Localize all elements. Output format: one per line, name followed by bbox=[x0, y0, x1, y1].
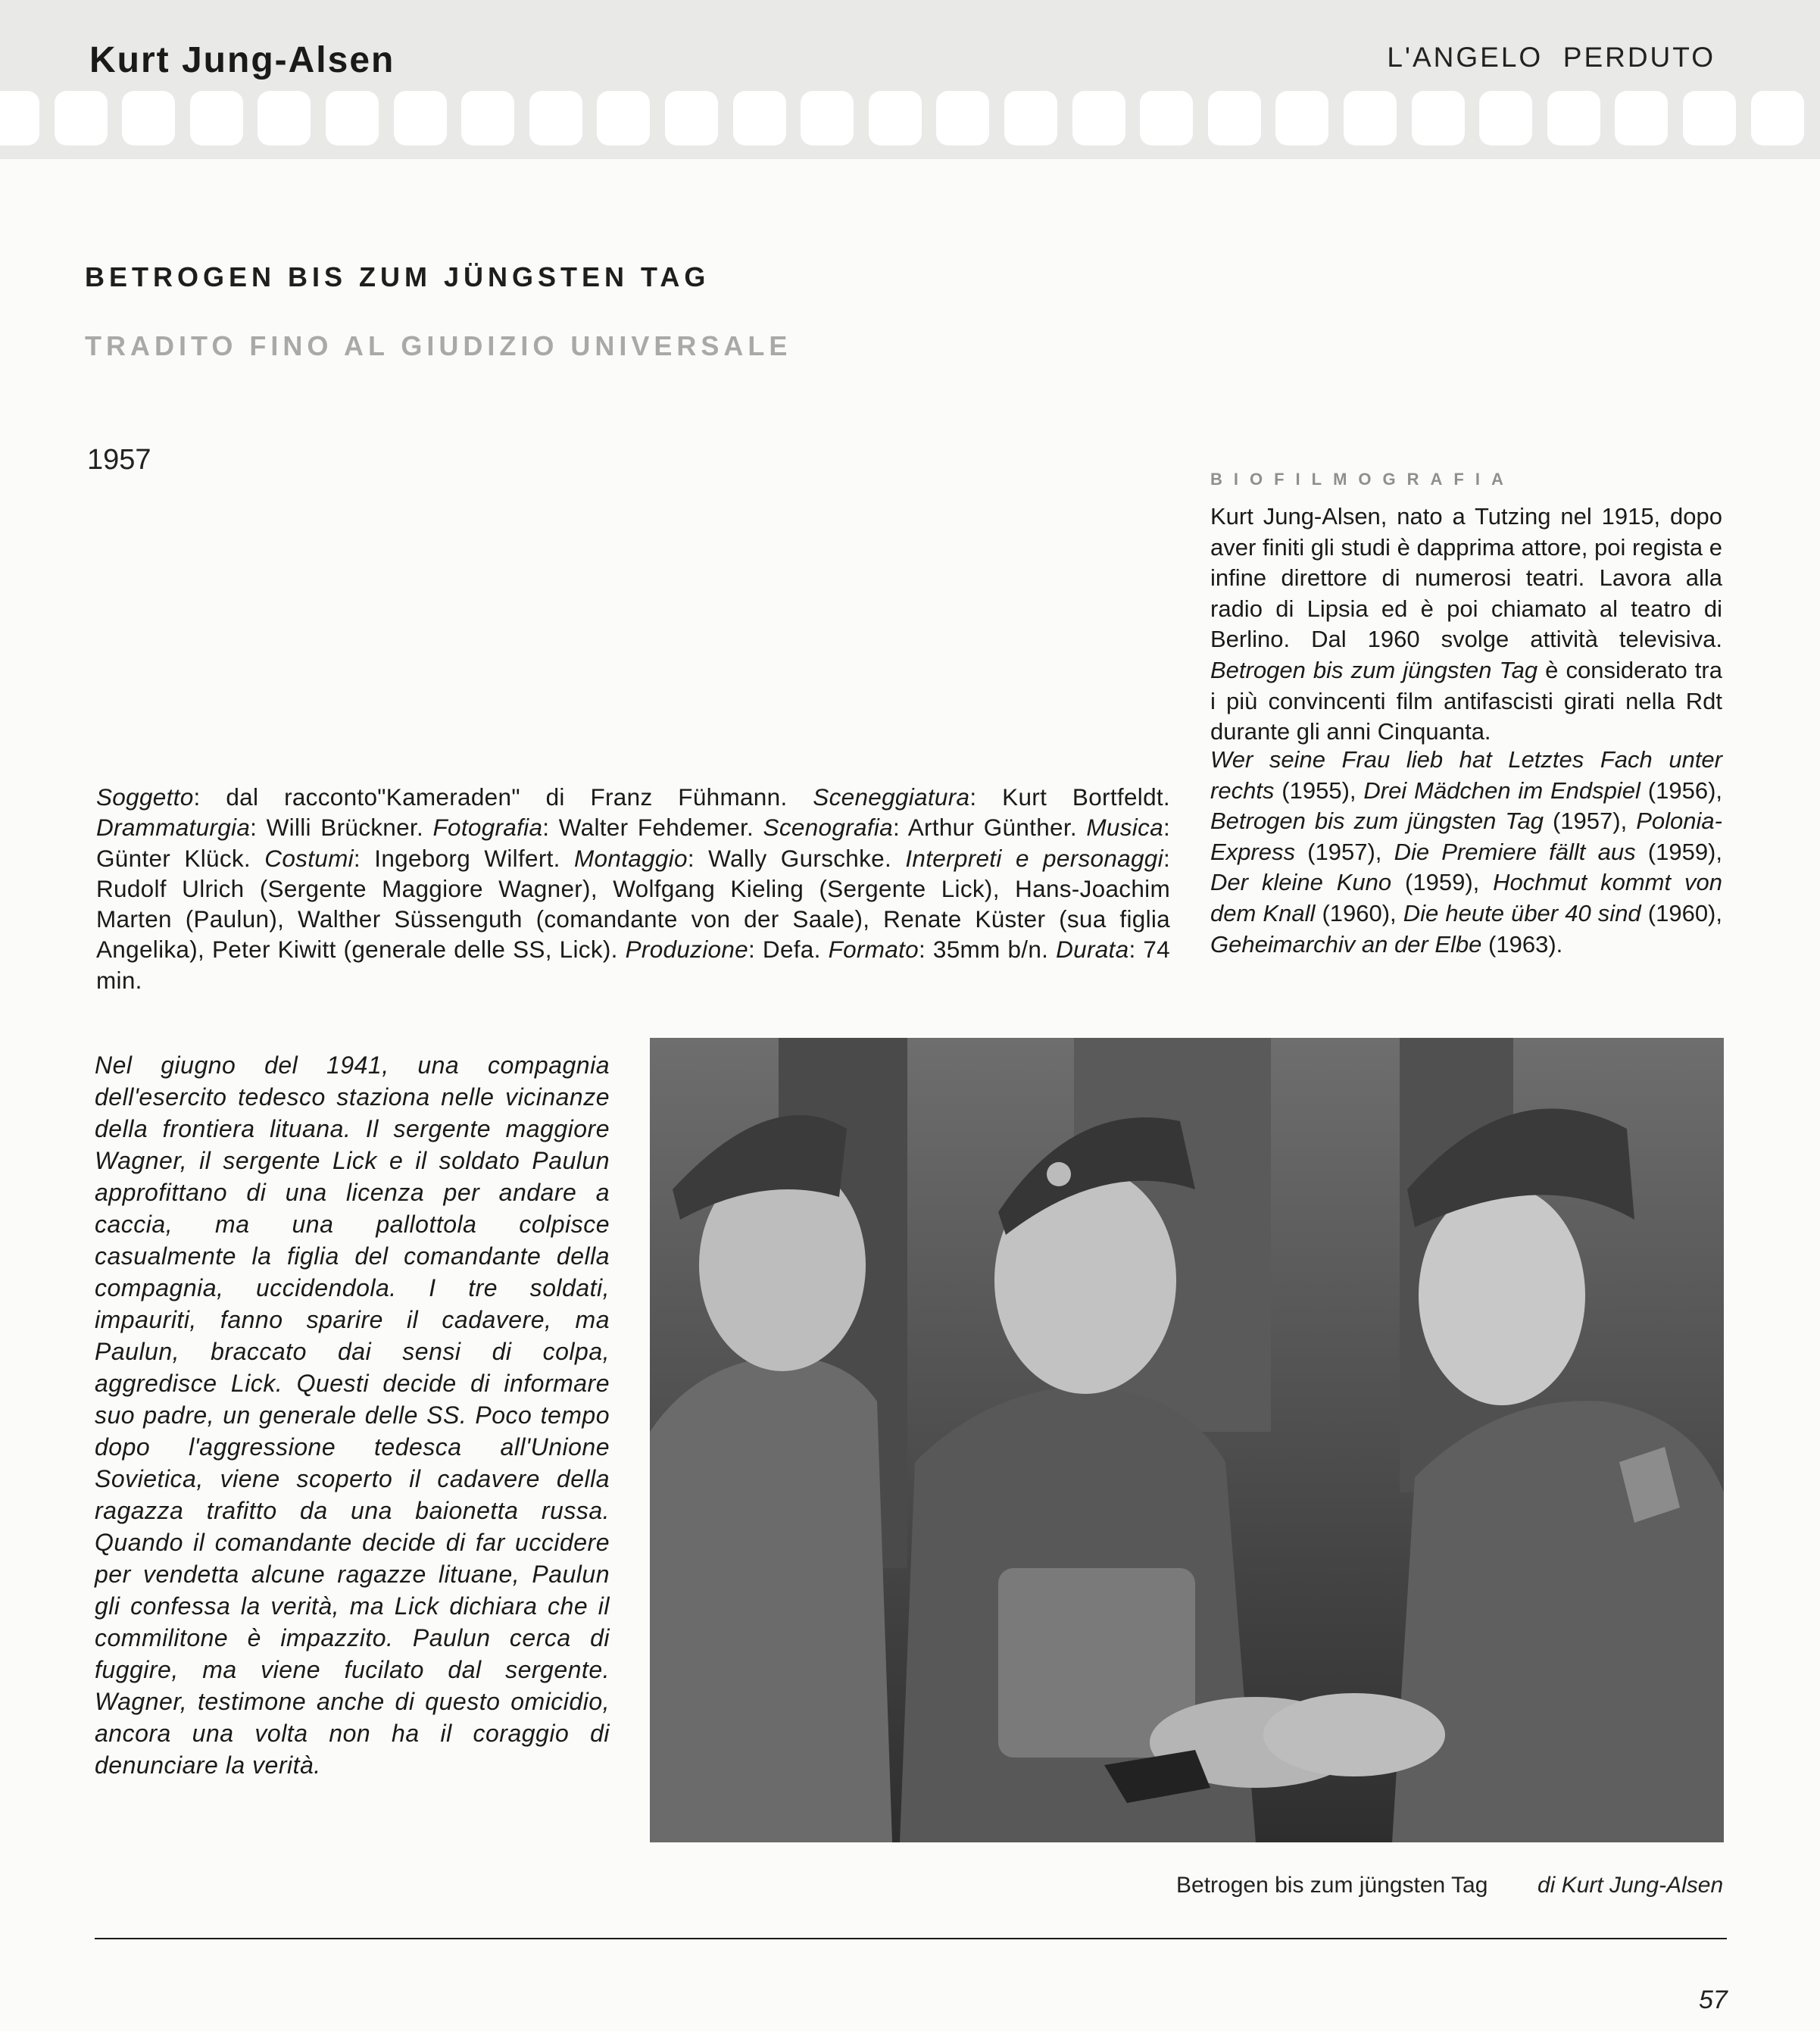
sprocket-hole bbox=[1479, 91, 1532, 145]
credits-block bbox=[96, 782, 1170, 995]
credit-label: Costumi bbox=[264, 844, 354, 872]
film-sprockets bbox=[0, 91, 1820, 145]
bio-text-run: (1956), bbox=[1640, 776, 1722, 804]
credit-value: : Walter Fehdemer. bbox=[542, 814, 763, 842]
film-title-ref: Die Premiere fällt aus bbox=[1394, 838, 1636, 865]
credit-value: : Günter Klück. bbox=[96, 814, 1171, 872]
film-year: 1957 bbox=[87, 444, 151, 476]
credit-value: : dal racconto"Kameraden" di Franz Fühmann. bbox=[193, 783, 813, 811]
sprocket-hole bbox=[326, 91, 379, 145]
film-title-ref: Die heute über 40 sind bbox=[1403, 899, 1641, 926]
credit-label: Interpreti e personaggi bbox=[905, 844, 1163, 872]
page-number: 57 bbox=[1699, 1986, 1728, 2014]
film-title-ref: Drei Mädchen im Endspiel bbox=[1363, 776, 1640, 804]
sprocket-hole bbox=[801, 91, 854, 145]
credit-value: : Arthur Günther. bbox=[892, 814, 1087, 842]
credit-label: Sceneggiatura bbox=[813, 783, 970, 811]
bio-text-run: (1957), bbox=[1294, 838, 1394, 865]
header-author: Kurt Jung-Alsen bbox=[89, 40, 395, 80]
sprocket-hole bbox=[1751, 91, 1804, 145]
bio-text-run: (1959), bbox=[1635, 838, 1722, 865]
film-title-ref: Wer seine Frau lieb hat Letztes Fach unter rechts bbox=[1210, 746, 1722, 804]
sprocket-hole bbox=[1208, 91, 1261, 145]
credit-label: Fotografia bbox=[432, 814, 543, 842]
film-title-ref: Geheimarchiv an der Elbe bbox=[1210, 930, 1482, 958]
bio-text-run: (1963). bbox=[1481, 930, 1563, 958]
credit-label: Produzione bbox=[625, 936, 748, 964]
credit-label: Formato bbox=[828, 936, 919, 964]
filmography bbox=[1210, 745, 1722, 960]
header-section-title: L'ANGELO PERDUTO bbox=[1387, 42, 1715, 73]
bio-text-run: (1959), bbox=[1391, 869, 1494, 896]
credit-label: Durata bbox=[1056, 936, 1129, 964]
bio-text-run: è considerato tra i più convincenti film antifascisti girati nella Rdt durante gli anni Cinquanta. bbox=[1210, 656, 1722, 745]
film-title-ref: Polonia-Express bbox=[1210, 808, 1722, 865]
credit-value: : 74 min. bbox=[96, 936, 1170, 994]
credit-value: : Rudolf Ulrich (Sergente Maggiore Wagner), Wolfgang Kieling (Sergente Lick), Hans-Joachim Marten (Paulun), Walther Süssenguth (comandante von der Saale), Renate Küster (sua figlia Angelika), Peter Kiwitt (generale delle SS, Lick). bbox=[96, 844, 1170, 964]
film-still-photo bbox=[650, 1038, 1724, 1842]
sprocket-hole bbox=[1615, 91, 1668, 145]
sprocket-hole bbox=[394, 91, 447, 145]
sprocket-hole bbox=[0, 91, 39, 145]
sprocket-hole bbox=[733, 91, 786, 145]
sprocket-hole bbox=[1140, 91, 1193, 145]
sprocket-hole bbox=[1275, 91, 1328, 145]
sprocket-hole bbox=[190, 91, 243, 145]
film-title-ref: Betrogen bis zum jüngsten Tag bbox=[1210, 656, 1538, 683]
credit-value: : Defa. bbox=[748, 936, 829, 964]
sprocket-hole bbox=[122, 91, 175, 145]
bio-text-run: (1960), bbox=[1315, 899, 1403, 926]
synopsis: Nel giugno del 1941, una compagnia dell'esercito tedesco staziona nelle vicinanze della frontiera lituana. Il sergente maggiore Wagner, il sergente Lick e il soldato Paulun approfittano di una licenza per andare a caccia, ma una pallottola colpisce casualmente la figlia del comandante della compagnia, uccidendola. I tre soldati, impauriti, fanno sparire il cadavere, ma Paulun, braccato dai sensi di colpa, aggredisce Lick. Questi decide di informare suo padre, un generale delle SS. Poco tempo dopo l'aggressione tedesca all'Unione Sovietica, viene scoperto il cadavere della ragazza trafitto da una baionetta russa. Quando il comandante decide di far uccidere per vendetta alcune ragazze lituane, Paulun gli confessa la verità, ma Lick dichiara che il commilitone è impazzito. Paulun cerca di fuggire, ma viene fucilato dal sergente. Wagner, testimone anche di questo omicidio, ancora una volta non ha il coraggio di denunciare la verità. bbox=[95, 1051, 610, 1779]
caption-title: Betrogen bis zum jüngsten Tag bbox=[1176, 1873, 1488, 1898]
sprocket-hole bbox=[936, 91, 989, 145]
bio-text-run: (1957), bbox=[1543, 808, 1637, 835]
header-band bbox=[0, 0, 1820, 159]
sprocket-hole bbox=[665, 91, 718, 145]
bio-text-run: (1960), bbox=[1640, 899, 1722, 926]
credit-label: Musica bbox=[1086, 814, 1163, 842]
film-title-ref: Betrogen bis zum jüngsten Tag bbox=[1210, 808, 1544, 835]
sprocket-hole bbox=[1004, 91, 1057, 145]
credit-value: : Wally Gurschke. bbox=[687, 844, 906, 872]
film-still-illustration bbox=[650, 1038, 1724, 1842]
sprocket-hole bbox=[1412, 91, 1465, 145]
sprocket-hole bbox=[1072, 91, 1125, 145]
credit-value: : 35mm b/n. bbox=[918, 936, 1057, 964]
sprocket-hole bbox=[1683, 91, 1736, 145]
film-title-italian: TRADITO FINO AL GIUDIZIO UNIVERSALE bbox=[85, 330, 792, 361]
sprocket-hole bbox=[461, 91, 514, 145]
sprocket-hole bbox=[1547, 91, 1600, 145]
bio-heading: BIOFILMOGRAFIA bbox=[1210, 470, 1515, 489]
sprocket-hole bbox=[1344, 91, 1397, 145]
credit-value: : Kurt Bortfeldt. bbox=[969, 783, 1170, 811]
film-title-original: BETROGEN BIS ZUM JÜNGSTEN TAG bbox=[85, 261, 710, 292]
caption-author: di Kurt Jung-Alsen bbox=[1537, 1873, 1724, 1898]
sprocket-hole bbox=[529, 91, 582, 145]
film-title-ref: Hochmut kommt von dem Knall bbox=[1210, 869, 1722, 926]
credit-label: Montaggio bbox=[574, 844, 688, 872]
credit-label: Scenografia bbox=[763, 814, 893, 842]
bio-text-run: Kurt Jung-Alsen, nato a Tutzing nel 1915, dopo aver finiti gli studi è dapprima attore, poi regista e infine direttore di numerosi teatri. Lavora alla radio di Lipsia ed è poi chiamato al teatro di Berlino. Dal 1960 svolge attività televisiva. bbox=[1210, 503, 1722, 653]
credit-label: Soggetto bbox=[96, 783, 194, 811]
bio-text bbox=[1210, 502, 1722, 748]
sprocket-hole bbox=[258, 91, 311, 145]
credit-label: Drammaturgia bbox=[96, 814, 251, 842]
bio-text-run: (1955), bbox=[1274, 776, 1364, 804]
sprocket-hole bbox=[55, 91, 108, 145]
footer-rule bbox=[95, 1938, 1727, 1939]
credit-value: : Ingeborg Wilfert. bbox=[353, 844, 575, 872]
credit-value: : Willi Brückner. bbox=[250, 814, 433, 842]
sprocket-hole bbox=[869, 91, 922, 145]
sprocket-hole bbox=[597, 91, 650, 145]
film-title-ref: Der kleine Kuno bbox=[1210, 869, 1392, 896]
